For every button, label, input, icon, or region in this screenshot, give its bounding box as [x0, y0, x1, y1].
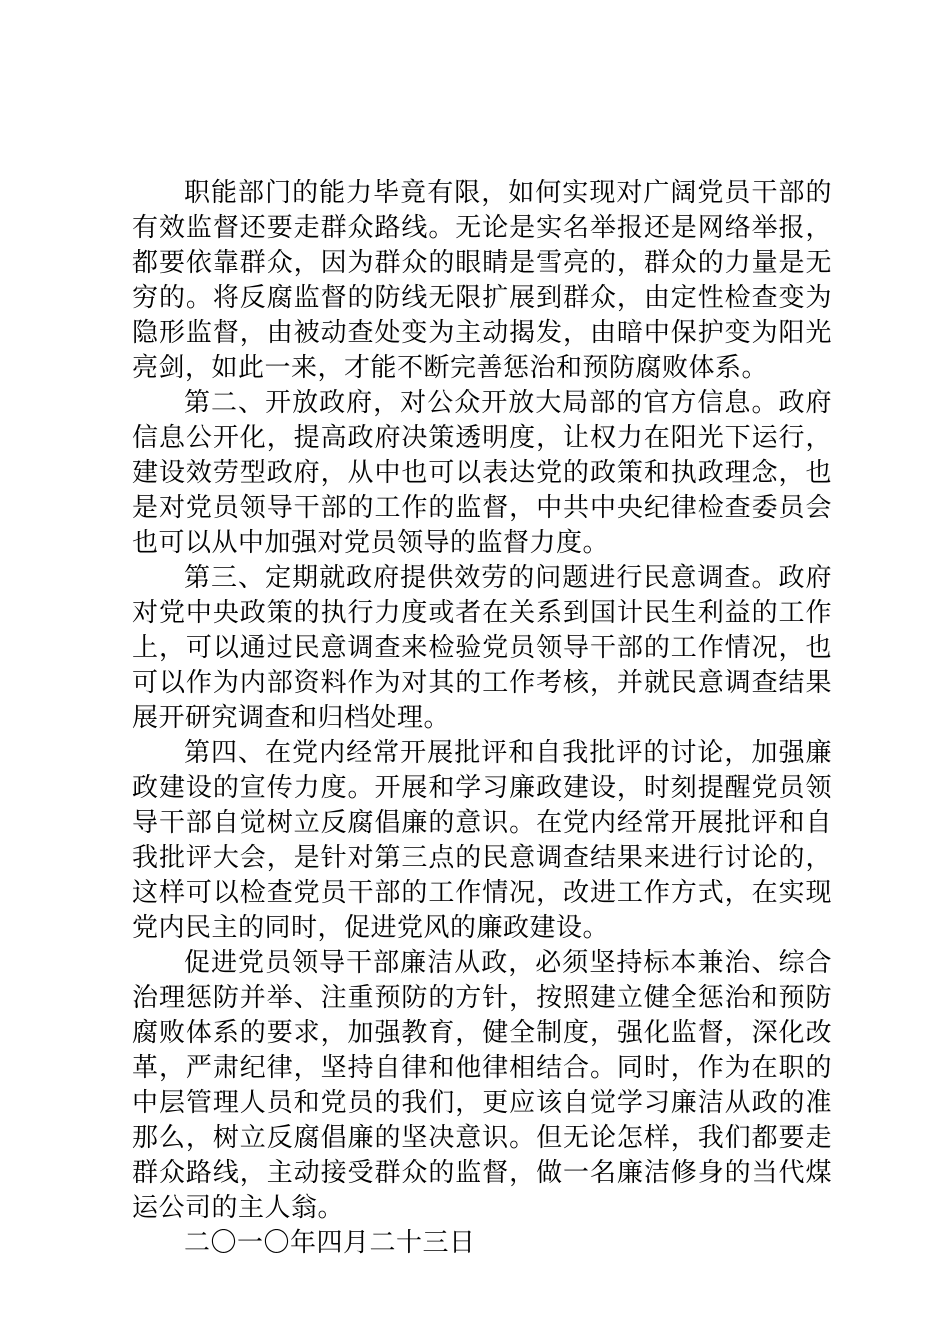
paragraph-fourth-criticism: 第四、在党内经常开展批评和自我批评的讨论，加强廉政建设的宣传力度。开展和学习廉政建设，时刻提醒党员领导干部自觉树立反腐倡廉的意识。在党内经常开展批评和自我批评大会，是针对第三点的民意调查结果来进行讨论的，这样可以检查党员干部的工作情况，改进工作方式，在实现党内民主的同时，促进党风的廉政建设。: [132, 738, 832, 943]
document-body: [132, 176, 832, 1261]
paragraph-third-public-survey: 第三、定期就政府提供效劳的问题进行民意调查。政府对党中央政策的执行力度或者在关系到国计民生利益的工作上，可以通过民意调查来检验党员领导干部的工作情况，也可以作为内部资料作为对其的工作考核，并就民意调查结果展开研究调查和归档处理。: [132, 563, 832, 733]
paragraph-supervision: 职能部门的能力毕竟有限，如何实现对广阔党员干部的有效监督还要走群众路线。无论是实名举报还是网络举报，都要依靠群众，因为群众的眼睛是雪亮的，群众的力量是无穷的。将反腐监督的防线无限扩展到群众，由定性检查变为隐形监督，由被动查处变为主动揭发，由暗中保护变为阳光亮剑，如此一来，才能不断完善惩治和预防腐败体系。: [132, 178, 832, 383]
paragraph-second-open-government: 第二、开放政府，对公众开放大局部的官方信息。政府信息公开化，提高政府决策透明度，让权力在阳光下运行，建设效劳型政府，从中也可以表达党的政策和执政理念，也是对党员领导干部的工作的监督，中共中央纪律检查委员会也可以从中加强对党员领导的监督力度。: [132, 388, 832, 558]
paragraph-conclusion: 促进党员领导干部廉洁从政，必须坚持标本兼治、综合治理惩防并举、注重预防的方针，按照建立健全惩治和预防腐败体系的要求，加强教育，健全制度，强化监督，深化改革，严肃纪律，坚持自律和他律相结合。同时，作为在职的中层管理人员和党员的我们，更应该自觉学习廉洁从政的准那么，树立反腐倡廉的坚决意识。但无论怎样，我们都要走群众路线，主动接受群众的监督，做一名廉洁修身的当代煤运公司的主人翁。: [132, 948, 832, 1223]
document-date: 二〇一〇年四月二十三日: [184, 1228, 476, 1258]
